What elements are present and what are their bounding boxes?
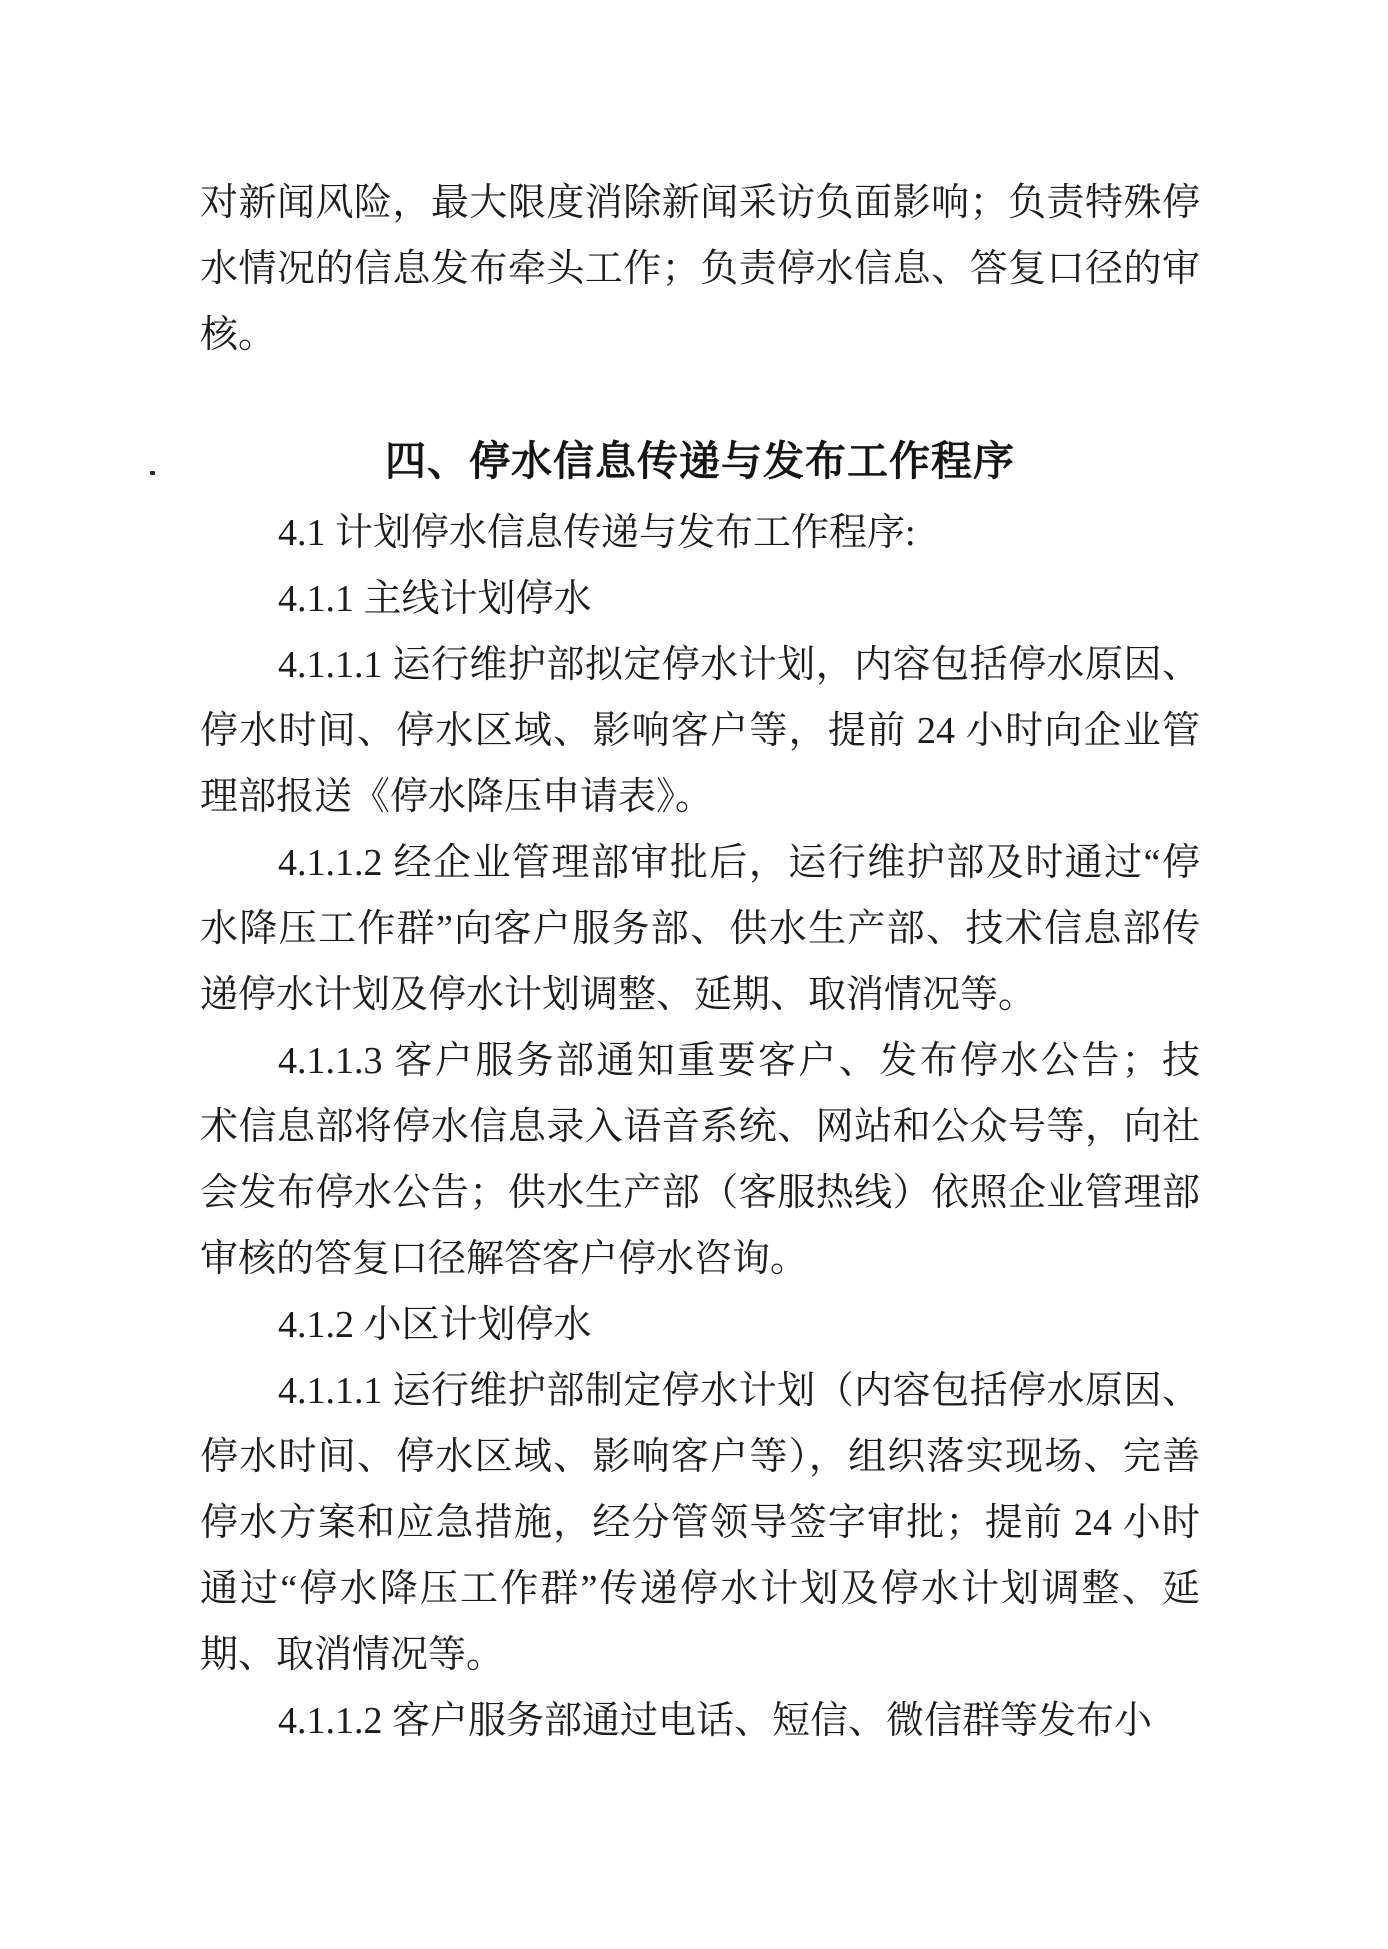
text-line: 核。 — [200, 314, 277, 356]
text-line: 递停水计划及停水计划调整、延期、取消情况等。 — [200, 974, 1037, 1016]
text-line: 审核的答复口径解答客户停水咨询。 — [200, 1238, 809, 1280]
paragraph — [200, 566, 1200, 632]
text-line: 停水时间、停水区域、影响客户等，提前 24 小时向企业管 — [200, 710, 1200, 752]
text-line: 4.1 计划停水信息传递与发布工作程序: — [278, 512, 916, 554]
paragraph — [200, 1028, 1200, 1292]
scan-ink-dot-artifact — [150, 471, 155, 475]
text-line: 理部报送《停水降压申请表》。 — [200, 776, 714, 818]
paragraph — [200, 632, 1200, 830]
text-line: 4.1.1 主线计划停水 — [278, 578, 592, 620]
text-line: 4.1.1.1 运行维护部拟定停水计划，内容包括停水原因、 — [278, 644, 1200, 686]
paragraph — [200, 830, 1200, 1028]
text-line: 通过“停水降压工作群”传递停水计划及停水计划调整、延 — [200, 1568, 1200, 1610]
text-line: 4.1.2 小区计划停水 — [278, 1304, 592, 1346]
text-line: 4.1.1.1 运行维护部制定停水计划（内容包括停水原因、 — [278, 1370, 1200, 1412]
text-line: 会发布停水公告；供水生产部（客服热线）依照企业管理部 — [200, 1172, 1200, 1214]
paragraph — [200, 1292, 1200, 1358]
text-line: 水情况的信息发布牵头工作；负责停水信息、答复口径的审 — [200, 248, 1200, 290]
paragraph — [200, 1688, 1200, 1754]
section-heading: 四、停水信息传递与发布工作程序 — [385, 438, 1015, 484]
text-line: 4.1.1.2 客户服务部通过电话、短信、微信群等发布小 — [278, 1700, 1153, 1742]
paragraph — [200, 500, 1200, 566]
text-line: 4.1.1.3 客户服务部通知重要客户、发布停水公告；技 — [278, 1040, 1200, 1082]
text-line: 术信息部将停水信息录入语音系统、网站和公众号等，向社 — [200, 1106, 1200, 1148]
paragraph — [200, 170, 1200, 368]
text-line: 期、取消情况等。 — [200, 1634, 505, 1676]
paragraph — [200, 1358, 1200, 1688]
text-line: 水降压工作群”向客户服务部、供水生产部、技术信息部传 — [200, 908, 1200, 950]
text-line: 对新闻风险，最大限度消除新闻采访负面影响；负责特殊停 — [200, 182, 1200, 224]
text-line: 停水方案和应急措施，经分管领导签字审批；提前 24 小时 — [200, 1502, 1200, 1544]
text-line: 4.1.1.2 经企业管理部审批后，运行维护部及时通过“停 — [278, 842, 1200, 884]
text-line: 停水时间、停水区域、影响客户等），组织落实现场、完善 — [200, 1436, 1200, 1478]
document-body — [200, 170, 1200, 1754]
